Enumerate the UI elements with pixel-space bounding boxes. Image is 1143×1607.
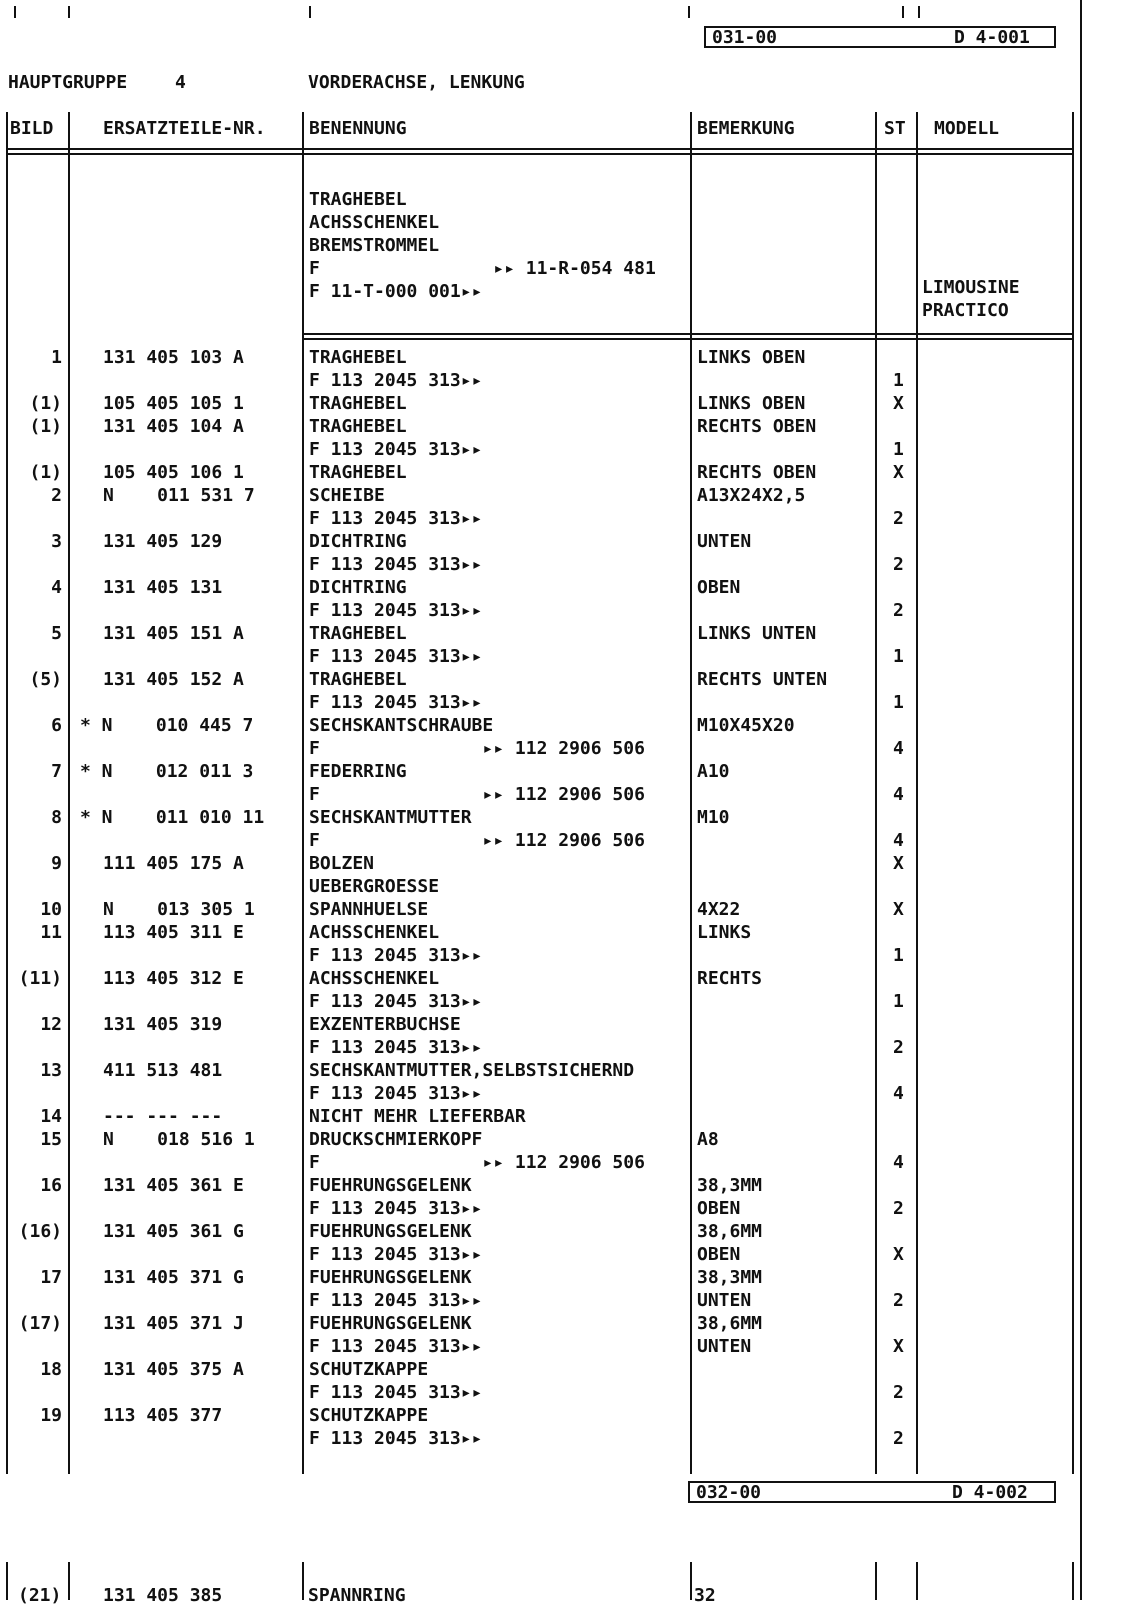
row-bild: 3 xyxy=(51,531,62,552)
row-quantity: 4 xyxy=(893,738,904,759)
row-part-number: 131 405 131 xyxy=(103,577,223,598)
row-part-number: 105 405 106 1 xyxy=(103,462,244,483)
row-bild: 16 xyxy=(40,1175,62,1196)
row-description: F 113 2045 313▸▸ xyxy=(309,991,483,1012)
row-description: F 113 2045 313▸▸ xyxy=(309,1244,483,1265)
row-remark: RECHTS OBEN xyxy=(697,462,817,483)
row-description: SCHEIBE xyxy=(309,485,385,506)
row-description: ACHSSCHENKEL xyxy=(309,922,440,943)
row-part-number: * N 012 011 3 xyxy=(80,761,254,782)
row-part-number: N 018 516 1 xyxy=(103,1129,255,1150)
page-reference-box xyxy=(704,26,1056,48)
row-part-number: --- --- --- xyxy=(103,1106,223,1127)
row-remark: 38,3MM xyxy=(697,1267,763,1288)
column-rule xyxy=(916,1562,918,1600)
row-quantity: 1 xyxy=(893,370,904,391)
scan-mark xyxy=(902,6,904,18)
row-quantity: 4 xyxy=(893,1152,904,1173)
row-description: F 113 2045 313▸▸ xyxy=(309,370,483,391)
header-model: MODELL xyxy=(934,118,1000,139)
row-part-number: 131 405 371 J xyxy=(103,1313,244,1334)
row-quantity: 2 xyxy=(893,1198,904,1219)
page-border xyxy=(1080,0,1082,1600)
row-part-number: N 013 305 1 xyxy=(103,899,255,920)
row-description: F 113 2045 313▸▸ xyxy=(309,508,483,529)
row-quantity: 2 xyxy=(893,508,904,529)
row-remark: LINKS UNTEN xyxy=(697,623,817,644)
header-bild: BILD xyxy=(10,118,54,139)
row-description: SECHSKANTMUTTER,SELBSTSICHERND xyxy=(309,1060,635,1081)
row-part-number: 131 405 129 xyxy=(103,531,223,552)
next-row-part-number: 131 405 385 xyxy=(103,1585,223,1606)
header-rule xyxy=(6,148,1072,150)
row-bild: 8 xyxy=(51,807,62,828)
column-rule xyxy=(690,1562,692,1600)
row-part-number: 131 405 151 A xyxy=(103,623,244,644)
row-bild: (11) xyxy=(18,968,62,989)
row-remark: 38,3MM xyxy=(697,1175,763,1196)
header-remark: BEMERKUNG xyxy=(697,118,795,139)
row-bild: 14 xyxy=(40,1106,62,1127)
row-description: TRAGHEBEL xyxy=(309,393,407,414)
row-bild: 4 xyxy=(51,577,62,598)
row-remark: RECHTS UNTEN xyxy=(697,669,828,690)
row-bild: 19 xyxy=(40,1405,62,1426)
row-remark: M10X45X20 xyxy=(697,715,795,736)
row-bild: 5 xyxy=(51,623,62,644)
header-part-number: ERSATZTEILE-NR. xyxy=(103,118,266,139)
row-description: NICHT MEHR LIEFERBAR xyxy=(309,1106,526,1127)
row-description: DRUCKSCHMIERKOPF xyxy=(309,1129,483,1150)
row-description: F 113 2045 313▸▸ xyxy=(309,1083,483,1104)
row-description: TRAGHEBEL xyxy=(309,416,407,437)
row-part-number: 131 405 103 A xyxy=(103,347,244,368)
row-quantity: 4 xyxy=(893,830,904,851)
row-quantity: 2 xyxy=(893,1037,904,1058)
row-description: TRAGHEBEL xyxy=(309,669,407,690)
row-description: F 113 2045 313▸▸ xyxy=(309,439,483,460)
group-number: 4 xyxy=(175,72,186,93)
row-part-number: 131 405 152 A xyxy=(103,669,244,690)
intro-line: F ▸▸ 11-R-054 481 xyxy=(309,258,656,279)
row-part-number: N 011 531 7 xyxy=(103,485,255,506)
page-ref-left: 032-00 xyxy=(696,1482,762,1503)
row-bild: (5) xyxy=(29,669,62,690)
column-rule xyxy=(875,1562,877,1600)
row-remark: RECHTS OBEN xyxy=(697,416,817,437)
row-quantity: 1 xyxy=(893,945,904,966)
row-part-number: 113 405 312 E xyxy=(103,968,244,989)
column-rule xyxy=(1072,1562,1074,1600)
row-description: ACHSSCHENKEL xyxy=(309,968,440,989)
row-quantity: 4 xyxy=(893,784,904,805)
row-part-number: 113 405 377 xyxy=(103,1405,223,1426)
row-remark: UNTEN xyxy=(697,1336,752,1357)
next-row-bild: (21) xyxy=(18,1585,62,1606)
row-quantity: X xyxy=(893,899,904,920)
page-reference-box xyxy=(688,1481,1056,1503)
column-rule xyxy=(916,112,918,1474)
row-description: F 113 2045 313▸▸ xyxy=(309,692,483,713)
row-quantity: 1 xyxy=(893,439,904,460)
row-description: BOLZEN xyxy=(309,853,375,874)
row-description: SPANNHUELSE xyxy=(309,899,429,920)
row-remark: LINKS OBEN xyxy=(697,347,806,368)
row-description: F 113 2045 313▸▸ xyxy=(309,1290,483,1311)
row-description: SECHSKANTSCHRAUBE xyxy=(309,715,494,736)
row-quantity: 2 xyxy=(893,1290,904,1311)
page-ref-left: 031-00 xyxy=(712,27,778,48)
row-description: F ▸▸ 112 2906 506 xyxy=(309,1152,645,1173)
row-remark: OBEN xyxy=(697,577,741,598)
row-remark: UNTEN xyxy=(697,531,752,552)
row-part-number: 131 405 375 A xyxy=(103,1359,244,1380)
row-remark: UNTEN xyxy=(697,1290,752,1311)
row-bild: (17) xyxy=(18,1313,62,1334)
row-bild: 17 xyxy=(40,1267,62,1288)
column-rule xyxy=(68,112,70,1474)
row-bild: 12 xyxy=(40,1014,62,1035)
scan-mark xyxy=(68,6,70,18)
row-quantity: X xyxy=(893,1336,904,1357)
row-bild: 18 xyxy=(40,1359,62,1380)
row-description: FUEHRUNGSGELENK xyxy=(309,1175,472,1196)
row-quantity: 2 xyxy=(893,554,904,575)
row-quantity: 2 xyxy=(893,1428,904,1449)
row-description: TRAGHEBEL xyxy=(309,347,407,368)
row-remark: OBEN xyxy=(697,1198,741,1219)
row-description: DICHTRING xyxy=(309,531,407,552)
row-quantity: 1 xyxy=(893,646,904,667)
row-bild: 11 xyxy=(40,922,62,943)
row-part-number: 105 405 105 1 xyxy=(103,393,244,414)
row-remark: A13X24X2,5 xyxy=(697,485,806,506)
row-description: UEBERGROESSE xyxy=(309,876,440,897)
row-bild: (1) xyxy=(29,393,62,414)
row-description: F 113 2045 313▸▸ xyxy=(309,945,483,966)
intro-line: TRAGHEBEL xyxy=(309,189,407,210)
column-rule xyxy=(6,1562,8,1600)
row-remark: 38,6MM xyxy=(697,1221,763,1242)
row-quantity: 2 xyxy=(893,600,904,621)
row-remark: M10 xyxy=(697,807,730,828)
row-remark: 38,6MM xyxy=(697,1313,763,1334)
row-remark: A10 xyxy=(697,761,730,782)
row-part-number: 131 405 319 xyxy=(103,1014,223,1035)
row-bild: 13 xyxy=(40,1060,62,1081)
row-bild: 7 xyxy=(51,761,62,782)
row-part-number: 411 513 481 xyxy=(103,1060,223,1081)
row-quantity: X xyxy=(893,853,904,874)
row-description: F 113 2045 313▸▸ xyxy=(309,1198,483,1219)
row-description: F ▸▸ 112 2906 506 xyxy=(309,830,645,851)
column-rule xyxy=(302,112,304,1474)
row-description: F ▸▸ 112 2906 506 xyxy=(309,784,645,805)
scan-mark xyxy=(918,6,920,18)
row-description: DICHTRING xyxy=(309,577,407,598)
row-part-number: * N 011 010 11 xyxy=(80,807,265,828)
row-description: F ▸▸ 112 2906 506 xyxy=(309,738,645,759)
row-description: FUEHRUNGSGELENK xyxy=(309,1267,472,1288)
row-description: TRAGHEBEL xyxy=(309,462,407,483)
row-quantity: X xyxy=(893,462,904,483)
row-description: F 113 2045 313▸▸ xyxy=(309,554,483,575)
model-name: LIMOUSINE xyxy=(922,277,1020,298)
model-name: PRACTICO xyxy=(922,300,1009,321)
header-description: BENENNUNG xyxy=(309,118,407,139)
row-description: SECHSKANTMUTTER xyxy=(309,807,472,828)
header-rule xyxy=(6,153,1072,155)
row-remark: RECHTS xyxy=(697,968,763,989)
scan-mark xyxy=(309,6,311,18)
intro-line: F 11-T-000 001▸▸ xyxy=(309,281,483,302)
row-bild: 10 xyxy=(40,899,62,920)
next-row-remark: 32 xyxy=(694,1585,716,1606)
row-bild: 9 xyxy=(51,853,62,874)
row-description: F 113 2045 313▸▸ xyxy=(309,1037,483,1058)
row-part-number: 131 405 104 A xyxy=(103,416,244,437)
row-bild: 1 xyxy=(51,347,62,368)
row-description: FEDERRING xyxy=(309,761,407,782)
header-quantity: ST xyxy=(884,118,906,139)
row-description: SCHUTZKAPPE xyxy=(309,1405,429,1426)
row-part-number: * N 010 445 7 xyxy=(80,715,254,736)
row-bild: (1) xyxy=(29,462,62,483)
row-description: F 113 2045 313▸▸ xyxy=(309,1428,483,1449)
row-quantity: X xyxy=(893,393,904,414)
row-bild: 2 xyxy=(51,485,62,506)
row-quantity: 1 xyxy=(893,991,904,1012)
row-bild: (1) xyxy=(29,416,62,437)
row-quantity: 1 xyxy=(893,692,904,713)
row-quantity: 4 xyxy=(893,1083,904,1104)
scan-mark xyxy=(688,6,690,18)
page-ref-right: D 4-002 xyxy=(952,1482,1028,1503)
row-bild: (16) xyxy=(18,1221,62,1242)
row-quantity: X xyxy=(893,1244,904,1265)
row-description: FUEHRUNGSGELENK xyxy=(309,1221,472,1242)
page-ref-right: D 4-001 xyxy=(954,27,1030,48)
column-rule xyxy=(302,1562,304,1600)
row-bild: 15 xyxy=(40,1129,62,1150)
column-rule xyxy=(690,112,692,1474)
row-part-number: 113 405 311 E xyxy=(103,922,244,943)
intro-line: BREMSTROMMEL xyxy=(309,235,440,256)
row-part-number: 111 405 175 A xyxy=(103,853,244,874)
row-remark: OBEN xyxy=(697,1244,741,1265)
group-label: HAUPTGRUPPE xyxy=(8,72,128,93)
row-description: F 113 2045 313▸▸ xyxy=(309,1382,483,1403)
row-quantity: 2 xyxy=(893,1382,904,1403)
row-part-number: 131 405 361 G xyxy=(103,1221,244,1242)
row-description: FUEHRUNGSGELENK xyxy=(309,1313,472,1334)
row-description: F 113 2045 313▸▸ xyxy=(309,646,483,667)
row-remark: LINKS xyxy=(697,922,752,943)
intro-rule xyxy=(303,338,1072,340)
row-remark: LINKS OBEN xyxy=(697,393,806,414)
column-rule xyxy=(1072,112,1074,1474)
row-part-number: 131 405 361 E xyxy=(103,1175,244,1196)
intro-line: ACHSSCHENKEL xyxy=(309,212,440,233)
row-description: TRAGHEBEL xyxy=(309,623,407,644)
row-part-number: 131 405 371 G xyxy=(103,1267,244,1288)
row-description: F 113 2045 313▸▸ xyxy=(309,600,483,621)
column-rule xyxy=(875,112,877,1474)
row-remark: 4X22 xyxy=(697,899,741,920)
column-rule xyxy=(68,1562,70,1600)
group-title: VORDERACHSE, LENKUNG xyxy=(308,72,525,93)
intro-rule xyxy=(303,333,1072,335)
scan-mark xyxy=(14,6,16,18)
row-description: F 113 2045 313▸▸ xyxy=(309,1336,483,1357)
row-description: EXZENTERBUCHSE xyxy=(309,1014,461,1035)
row-bild: 6 xyxy=(51,715,62,736)
row-remark: A8 xyxy=(697,1129,719,1150)
row-description: SCHUTZKAPPE xyxy=(309,1359,429,1380)
next-row-description: SPANNRING xyxy=(308,1585,406,1606)
